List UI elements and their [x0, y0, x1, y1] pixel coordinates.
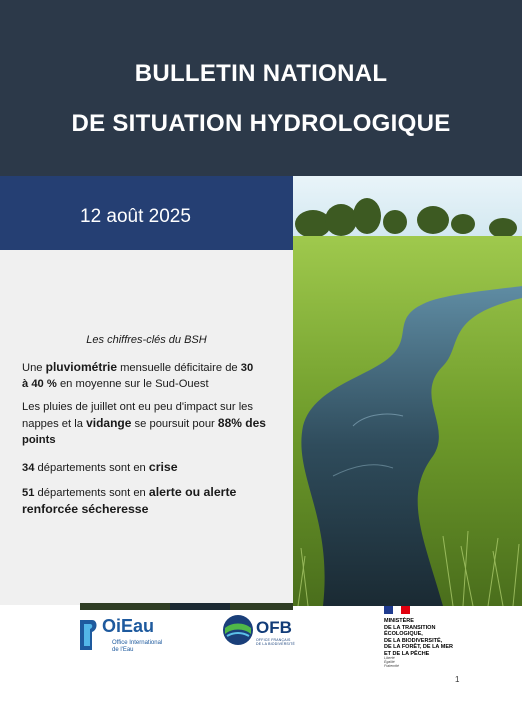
cover-header [0, 0, 522, 176]
oieau-mark-icon [78, 616, 100, 652]
bulletin-title-line-2: DE SITUATION HYDROLOGIQUE [71, 110, 451, 137]
ofb-name: OFB [256, 618, 292, 637]
oieau-logo [78, 616, 178, 660]
key-figure-rainfall: Une pluviométrie mensuelle déficitaire de 30 à 40 % en moyenne sur le Sud-Ouest [22, 360, 254, 390]
republic-flag-icon [384, 606, 410, 614]
key-figure-crisis: 34 départements sont en crise [22, 460, 178, 474]
ofb-globe-icon [222, 614, 254, 646]
key-figures-title: Les chiffres-clés du BSH [86, 334, 207, 346]
key-figure-alert: 51 départements sont en alerte ou alerte renforcée sécheresse [22, 485, 237, 516]
key-figure-groundwater: Les pluies de juillet ont eu peu d'impact sur les nappes et la vidange se poursuit pour 88% des points [22, 401, 266, 446]
ofb-subtitle: OFFICE FRANÇAIS DE LA BIODIVERSITÉ [256, 638, 295, 646]
river-landscape-photo [293, 176, 522, 606]
bulletin-date: 12 août 2025 [80, 206, 191, 227]
date-banner [0, 176, 293, 250]
oieau-name: OiEau [102, 616, 155, 636]
key-figures-panel [0, 250, 293, 605]
partner-logos [0, 606, 522, 676]
page-number: 1 [455, 675, 460, 684]
ofb-logo [222, 614, 312, 650]
bulletin-title-line-1: BULLETIN NATIONAL [134, 60, 388, 87]
ministry-name: MINISTÈRE DE LA TRANSITION ÉCOLOGIQUE, DE LA BIODIVERSITÉ, DE LA FORÊT, DE LA MER ET DE LA PÊCHE [384, 618, 453, 657]
republic-motto: Liberté Égalité Fraternité [384, 656, 399, 668]
oieau-subtitle: Office International de l'Eau [112, 640, 163, 653]
